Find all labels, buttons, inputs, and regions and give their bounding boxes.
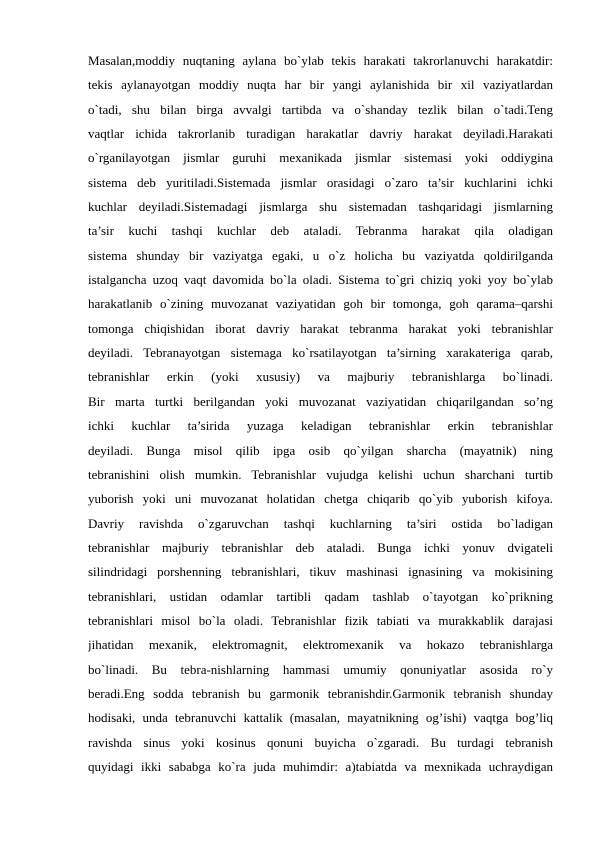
text-line: ravishda sinus yoki kosinus qonuni buyicha o`zgaradi. Bu turdagi tebranish [88,734,553,750]
text-line: Masalan,moddiy nuqtaning aylana bo`ylab tekis harakati takrorlanuvchi harakatdir: [88,53,553,68]
text-line: tebranishlar majburiy tebranishlar deb ataladi. Bunga ichki yonuv dvigateli [88,539,553,555]
text-line: o`rganilayotgan jismlar guruhi mexanikada jismlar sistemasi yoki oddiygina [88,150,553,166]
text-line: quyidagi ikki sababga ko`ra juda muhimdir: a)tabiatda va mexnikada uchraydigan [88,758,553,774]
text-line: deyiladi. Tebranayotgan sistemaga ko`rsatilayotgan ta’sirning xarakateriga qarab, [88,345,553,361]
text-line: harakatlanib o`zining muvozanat vaziyatidan goh bir tomonga, goh qarama–qarshi [88,296,553,312]
text-line: deyiladi. Bunga misol qilib ipga osib qo`yilgan sharcha (mayatnik) ning [88,442,553,458]
text-line: tebranishini olish mumkin. Tebranishlar vujudga kelishi uchun sharchani turtib [88,466,553,482]
text-line: o`tadi, shu bilan birga avvalgi tartibda va o`shanday tezlik bilan o`tadi.Teng [88,101,553,117]
text-line: tebranishlari, ustidan odamlar tartibli qadam tashlab o`tayotgan ko`prikning [88,588,553,604]
text-line: jihatidan mexanik, elektromagnit, elektromexanik va hokazo tebranishlarga [88,637,553,653]
text-line: sistema deb yuritiladi.Sistemada jismlar orasidagi o`zaro ta’sir kuchlarini ichki [88,174,553,190]
body-text [88,49,553,779]
text-line: Bir marta turtki berilgandan yoki muvozanat vaziyatidan chiqarilgandan so’ng [88,393,553,409]
text-line: Davriy ravishda o`zgaruvchan tashqi kuchlarning ta’siri ostida bo`ladigan [88,515,553,531]
text-line: tebranishlar erkin (yoki xususiy) va majburiy tebranishlarga bo`linadi. [88,369,553,385]
text-line: ichki kuchlar ta’sirida yuzaga keladigan tebranishlar erkin tebranishlar [88,418,553,434]
text-line: tekis aylanayotgan moddiy nuqta har bir yangi aylanishida bir xil vaziyatlardan [88,77,553,93]
text-line: kuchlar deyiladi.Sistemadagi jismlarga shu sistemadan tashqaridagi jismlarning [88,199,553,215]
text-line: bo`linadi. Bu tebra-nishlarning hammasi umumiy qonuniyatlar asosida ro`y [88,661,553,677]
text-line: sistema shunday bir vaziyatga egaki, u o`z holicha bu vaziyatda qoldirilganda [88,247,553,263]
text-line: vaqtlar ichida takrorlanib turadigan harakatlar davriy harakat deyiladi.Harakati [88,126,553,142]
text-line: beradi.Eng sodda tebranish bu garmonik tebranishdir.Garmonik tebranish shunday [88,685,553,701]
text-line: yuborish yoki uni muvozanat holatidan chetga chiqarib qo`yib yuborish kifoya. [88,491,553,507]
text-line: hodisaki, unda tebranuvchi kattalik (masalan, mayatnikning og’ishi) vaqtga bog’liq [88,710,553,726]
text-line: tebranishlari misol bo`la oladi. Tebranishlar fizik tabiati va murakkablik darajasi [88,612,553,628]
text-line: tomonga chiqishidan iborat davriy harakat tebranma harakat yoki tebranishlar [88,320,553,336]
text-line: ta’sir kuchi tashqi kuchlar deb ataladi. Tebranma harakat qila oladigan [88,223,553,239]
text-line: silindridagi porshenning tebranishlari, tikuv mashinasi ignasining va mokisining [88,564,553,580]
text-line: istalgancha uzoq vaqt davomida bo`la oladi. Sistema to`gri chiziq yoki yoy bo`ylab [88,272,553,288]
